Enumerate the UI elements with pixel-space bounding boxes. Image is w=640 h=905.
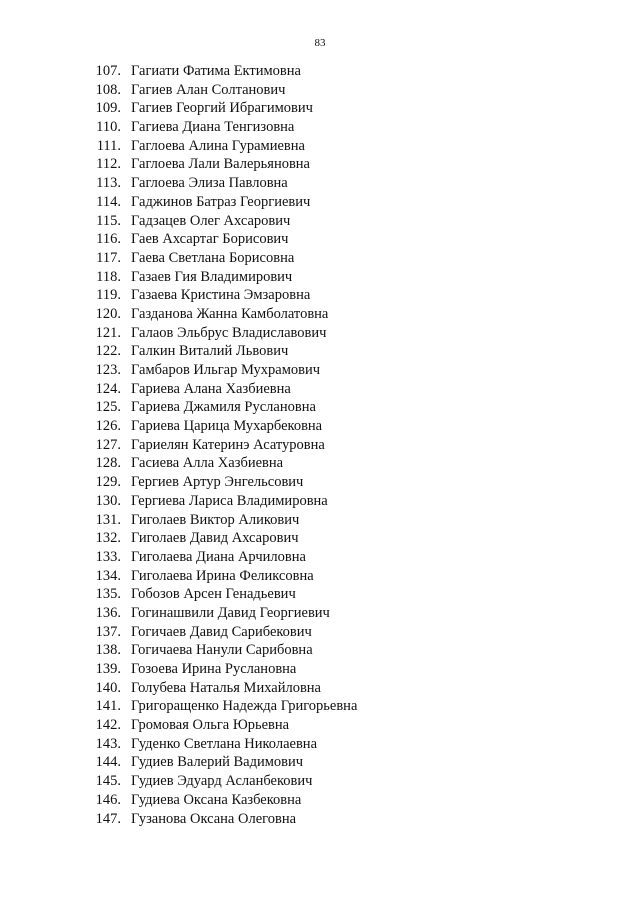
item-number: 124. [95, 380, 121, 397]
item-number: 114. [96, 193, 121, 210]
item-number: 137. [95, 623, 121, 640]
item-number: 128. [95, 455, 121, 472]
item-name: Гамбаров Ильгар Мухрамович [131, 362, 321, 378]
item-name: Гиголаева Ирина Феликсовна [131, 567, 314, 584]
item-number: 136. [95, 604, 121, 621]
item-number: 119. [96, 287, 121, 304]
item-name: Гиголаева Диана Арчиловна [131, 548, 306, 565]
item-number: 130. [95, 492, 121, 509]
item-number: 147. [95, 810, 121, 827]
item-name: Гадзацев Олег Ахсарович [131, 212, 291, 229]
item-name: Газданова Жанна Камболатовна [131, 305, 329, 322]
item-number: 142. [95, 717, 121, 734]
item-name: Гиголаев Виктор Аликович [131, 511, 300, 528]
page-number: 83 [314, 37, 326, 49]
item-name: Гудиева Оксана Казбековна [131, 791, 302, 808]
item-number: 143. [95, 735, 121, 752]
item-number: 115. [96, 212, 121, 229]
item-number: 141. [95, 698, 121, 715]
item-number: 125. [95, 399, 121, 416]
item-name: Гариелян Катеринэ Асатуровна [131, 436, 325, 453]
item-number: 132. [95, 530, 121, 547]
item-number: 112. [96, 156, 121, 173]
item-name: Гаглоева Лали Валерьяновна [131, 156, 310, 173]
item-number: 139. [95, 661, 121, 677]
item-number: 108. [95, 81, 121, 98]
item-number: 120. [95, 305, 121, 322]
item-number: 140. [95, 679, 121, 696]
item-name: Гудиев Валерий Вадимович [131, 754, 304, 771]
item-name: Гозоева Ирина Руслановна [131, 661, 297, 677]
item-number: 117. [96, 249, 121, 266]
item-name: Газаева Кристина Эмзаровна [131, 287, 311, 304]
item-number: 134. [95, 567, 121, 584]
item-name: Громовая Ольга Юрьевна [131, 717, 290, 734]
item-number: 118. [96, 268, 121, 285]
item-name: Гаева Светлана Борисовна [131, 249, 295, 266]
item-name: Голубева Наталья Михайловна [131, 679, 321, 696]
item-name: Гариева Царица Мухарбековна [131, 418, 323, 435]
item-number: 133. [95, 548, 121, 565]
item-name: Гогичаев Давид Сарибекович [131, 623, 312, 640]
item-name: Григоращенко Надежда Григорьевна [131, 698, 358, 715]
item-number: 145. [95, 773, 121, 790]
item-name: Гаглоева Алина Гурамиевна [131, 137, 305, 154]
item-number: 109. [95, 100, 121, 117]
item-number: 111. [96, 137, 121, 154]
item-name: Гуденко Светлана Николаевна [131, 735, 318, 752]
item-number: 123. [95, 362, 121, 378]
item-name: Гудиев Эдуард Асланбекович [131, 773, 313, 790]
item-name: Гагиев Георгий Ибрагимович [131, 100, 313, 117]
item-name: Гобозов Арсен Генадьевич [131, 586, 296, 603]
item-name: Гагиева Диана Тенгизовна [131, 119, 295, 136]
item-number: 113. [96, 175, 121, 192]
item-number: 146. [95, 791, 121, 808]
item-name: Галкин Виталий Львович [131, 343, 289, 360]
item-name: Гаджинов Батраз Георгиевич [131, 193, 311, 210]
item-number: 127. [95, 436, 121, 453]
item-name: Гагиати Фатима Ектимовна [131, 63, 301, 79]
item-name: Галаов Эльбрус Владиславович [131, 324, 327, 341]
item-name: Гергиева Лариса Владимировна [131, 492, 328, 509]
item-name: Гасиева Алла Хазбиевна [131, 455, 284, 472]
item-number: 110. [96, 119, 121, 136]
item-number: 107. [95, 63, 121, 79]
item-name: Гариева Алана Хазбиевна [131, 380, 291, 397]
item-number: 121. [95, 324, 121, 341]
item-number: 129. [95, 474, 121, 491]
item-name: Гаев Ахсартаг Борисович [131, 231, 289, 248]
item-name: Газаев Гия Владимирович [131, 268, 293, 285]
item-name: Гогичаева Нанули Сарибовна [131, 642, 313, 659]
item-number: 131. [95, 511, 121, 528]
item-name: Гогинашвили Давид Георгиевич [131, 604, 330, 621]
item-name: Гузанова Оксана Олеговна [131, 810, 297, 827]
item-number: 138. [95, 642, 121, 659]
item-name: Гагиев Алан Солтанович [131, 81, 286, 98]
item-name: Гиголаев Давид Ахсарович [131, 530, 299, 547]
item-number: 126. [95, 418, 121, 435]
item-number: 122. [95, 343, 121, 360]
item-name: Гергиев Артур Энгельсович [131, 474, 304, 491]
item-number: 116. [96, 231, 121, 248]
item-name: Гариева Джамиля Руслановна [131, 399, 316, 416]
item-number: 144. [95, 754, 121, 771]
item-name: Гаглоева Элиза Павловна [131, 175, 288, 192]
item-number: 135. [95, 586, 121, 603]
